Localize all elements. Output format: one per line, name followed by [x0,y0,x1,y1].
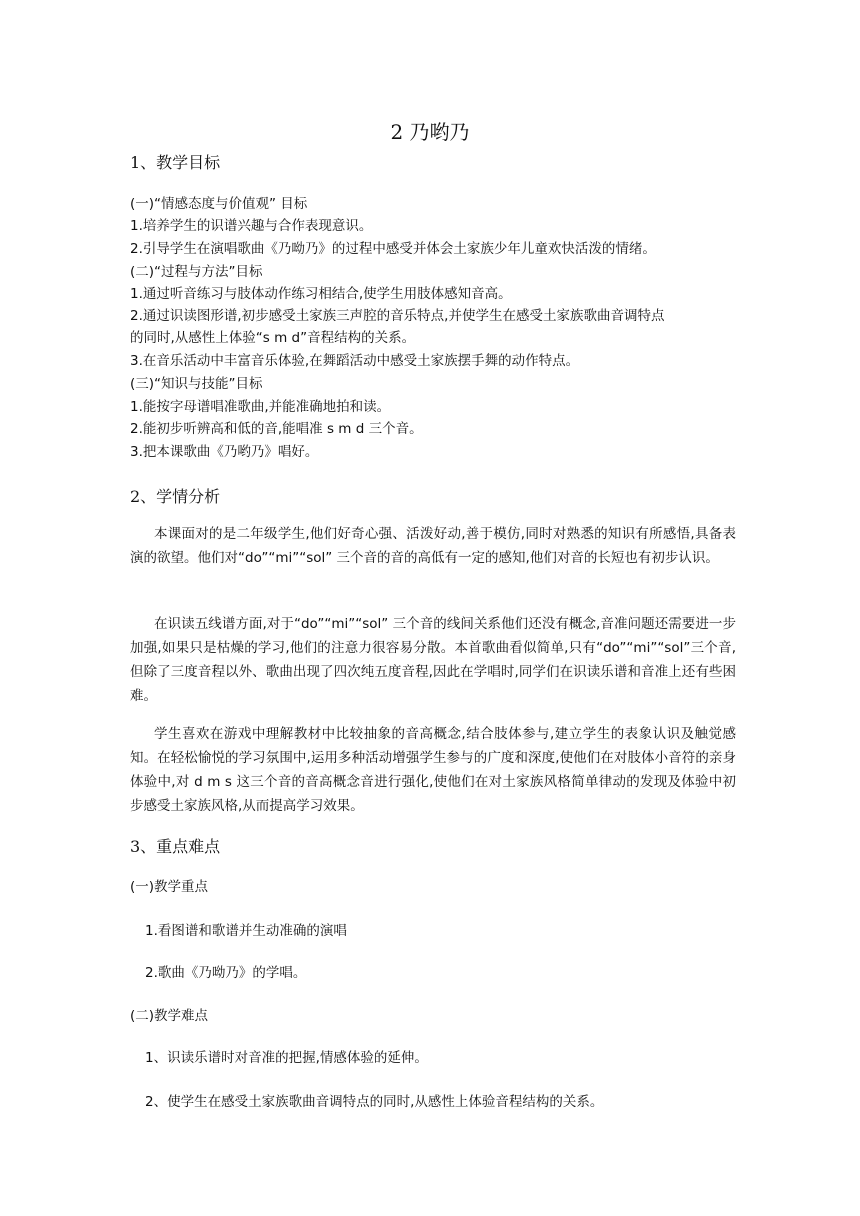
subheading-key: (一)教学重点 [130,879,209,895]
subheading-attitude: (一)“情感态度与价值观” 目标 [130,196,308,212]
paragraph: 学生喜欢在游戏中理解教材中比较抽象的音高概念,结合肢体参与,建立学生的表象认识及触觉感知。在轻松愉悦的学习氛围中,运用多种活动增强学生参与的广度和深度,使他们在对肢体小音符的亲身体验中,对 d m s 这三个音的音高概念音进行强化,使他们在对土家族风格简单律动的发现及体验中初步感受土家族风格,从而提高学习效果。 [130,726,736,814]
list-item: 1.通过听音练习与肢体动作练习相结合,使学生用肢体感知音高。 [130,286,512,302]
section-heading-key-points: 3、重点难点 [130,837,221,856]
section-heading-analysis: 2、学情分析 [130,487,221,506]
list-item: 2.通过识读图形谱,初步感受土家族三声腔的音乐特点,并使学生在感受土家族歌曲音调特点 [130,308,665,324]
list-item: 3.在音乐活动中丰富音乐体验,在舞蹈活动中感受土家族摆手舞的动作特点。 [130,353,580,369]
list-item: 2.歌曲《乃呦乃》的学唱。 [145,965,307,981]
list-item: 2.引导学生在演唱歌曲《乃呦乃》的过程中感受并体会土家族少年儿童欢快活泼的情绪。 [130,241,656,257]
list-item: 1.能按字母谱唱准歌曲,并能准确地拍和读。 [130,399,391,415]
list-item: 1.培养学生的识谱兴趣与合作表现意识。 [130,218,373,234]
subheading-knowledge: (三)“知识与技能”目标 [130,376,263,392]
list-item: 的同时,从感性上体验“s m d”音程结构的关系。 [130,330,416,346]
list-item: 1.看图谱和歌谱并生动准确的演唱 [145,923,347,939]
list-item: 1、识读乐谱时对音准的把握,情感体验的延伸。 [145,1050,428,1066]
section-heading-objectives: 1、教学目标 [130,153,221,172]
paragraph: 在识读五线谱方面,对于“do”“mi”“sol” 三个音的线间关系他们还没有概念,音准问题还需要进一步加强,如果只是枯燥的学习,他们的注意力很容易分散。本首歌曲看似简单,只有“do”“mi”“sol”三个音,但除了三度音程以外、歌曲出现了四次纯五度音程,因此在学唱时,同学们在识读乐谱和音准上还有些困难。 [130,616,736,704]
document-title: 2 乃哟乃 [390,120,470,144]
subheading-difficulty: (二)教学难点 [130,1008,209,1024]
subheading-process: (二)“过程与方法”目标 [130,264,263,280]
list-item: 3.把本课歌曲《乃哟乃》唱好。 [130,444,319,460]
paragraph: 本课面对的是二年级学生,他们好奇心强、活泼好动,善于模仿,同时对熟悉的知识有所感悟,具备表演的欲望。他们对“do”“mi”“sol” 三个音的音的高低有一定的感知,他们对音的长短也有初步认识。 [130,526,736,566]
list-item: 2.能初步听辨高和低的音,能唱准 s m d 三个音。 [130,421,423,437]
list-item: 2、使学生在感受土家族歌曲音调特点的同时,从感性上体验音程结构的关系。 [145,1094,604,1110]
